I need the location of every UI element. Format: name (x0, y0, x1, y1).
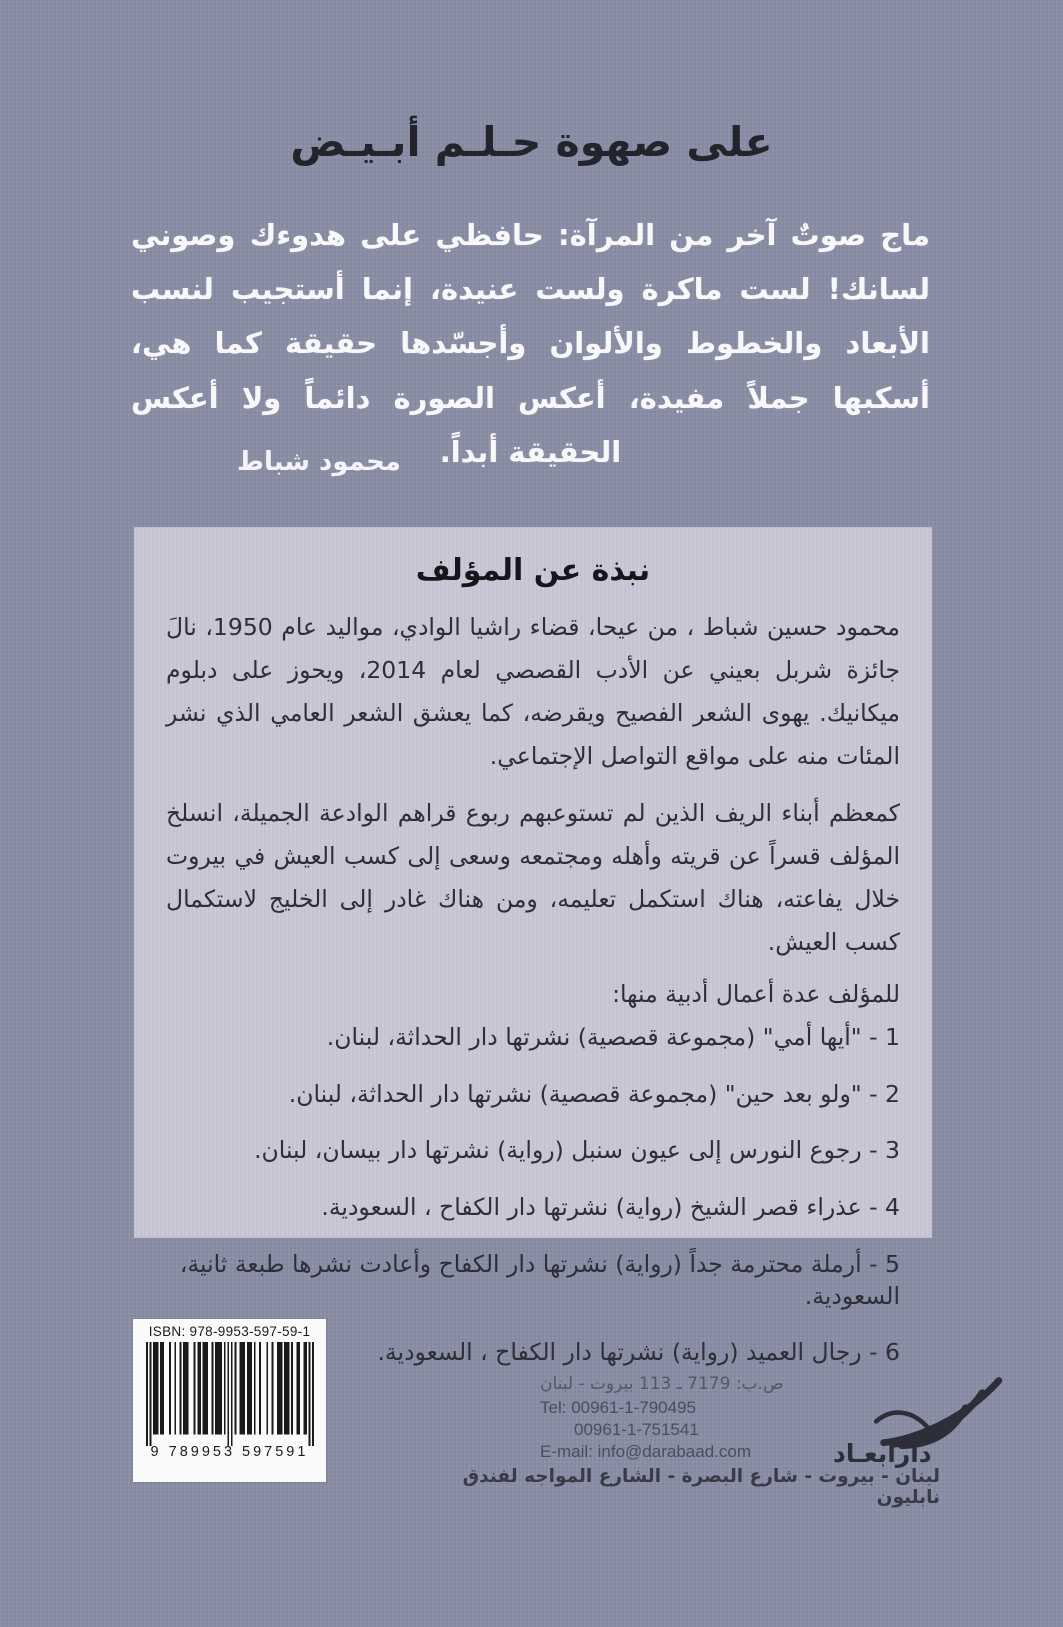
work-list-item: 1 - "أيها أمي" (مجموعة قصصية) نشرتها دار الحداثة، لبنان. (326, 1023, 900, 1051)
publisher-logo (833, 1376, 1018, 1468)
barcode-icon (146, 1342, 314, 1446)
work-list-item: 5 - أرملة محترمة جداً (رواية) نشرتها دار الكفاح وأعادت نشرها طبعة ثانية، السعودية. (179, 1249, 900, 1310)
email-label: E-mail: (540, 1442, 593, 1462)
book-title: على صهوة حـلـم أبـيـض (290, 118, 773, 166)
publisher-phone-2: 00961-1-751541 (574, 1420, 699, 1440)
barcode-digits: 9 789953 597591 (150, 1444, 309, 1460)
about-paragraph-1: محمود حسين شباط ، من عيحا، قضاء راشيا الوادي، مواليد عام 1950، نالَ جائزة شربل بعيني عن الأدب القصصي لعام 2014، ويحوز على دبلوم ميكانيك. يهوى الشعر الفصيح ويقرضه، كما يعشق الشعر العامي الذي نشر المئات منه على مواقع التواصل الإجتماعي. (166, 613, 900, 770)
work-list-item: 3 - رجوع النورس إلى عيون سنبل (رواية) نشرتها دار بيسان، لبنان. (254, 1136, 900, 1165)
tel-number-1: 00961-1-790495 (571, 1398, 696, 1417)
publisher-contact-block (540, 1374, 830, 1463)
isbn-number: ISBN: 978-9953-597-59-1 (148, 1324, 311, 1339)
work-list-item: 4 - عذراء قصر الشيخ (رواية) نشرتها دار الكفاح ، السعودية. (321, 1193, 900, 1222)
publisher-logo-name: دارابعـاد (833, 1439, 932, 1468)
email-address: info@darabaad.com (597, 1442, 751, 1462)
work-list-item: 6 - رجال العميد (رواية) نشرتها دار الكفاح ، السعودية. (377, 1338, 900, 1367)
publisher-email (540, 1441, 830, 1463)
works-list-intro: للمؤلف عدة أعمال أدبية منها: (612, 980, 900, 1008)
work-list-item: 2 - "ولو بعد حين" (مجموعة قصصية) نشرتها دار الحداثة، لبنان. (288, 1079, 900, 1108)
quote-author: محمود شباط (237, 447, 401, 477)
about-author-heading: نبذة عن المؤلف (415, 553, 651, 588)
publisher-logo-icon (866, 1376, 1018, 1448)
isbn-barcode-label (133, 1319, 326, 1482)
about-paragraph-2: كمعظم أبناء الريف الذين لم تستوعبهم ربوع قراهم الوادعة الجميلة، انسلخ المؤلف قسراً عن قريته وأهله ومجتمعه وسعى إلى كسب العيش في بيروت خلال يفاعته، هناك استكمل تعليمه، ومن هناك غادر إلى الخليج لاستكمال كسب العيش. (166, 799, 900, 956)
publisher-street-address: لبنان - بيروت - شارع البصرة - الشارع المواجه لفندق نابليون (462, 1466, 940, 1508)
publisher-pobox: ص.ب: 7179 ـ 113 بيروت - لبنان (540, 1374, 784, 1394)
tel-label: Tel: (540, 1398, 567, 1417)
publisher-phone-1 (540, 1397, 830, 1419)
back-cover-quote: ماج صوتٌ آخر من المرآة: حافظي على هدوءك وصوني لسانك! لست ماكرة ولست عنيدة، إنما أستجيب لنسب الأبعاد والخطوط والألوان وأجسّدها حقيقة كما هي، أسكبها جملاً مفيدة، أعكس الصورة دائماً ولا أعكس الحقيقة أبداً. (131, 218, 930, 469)
